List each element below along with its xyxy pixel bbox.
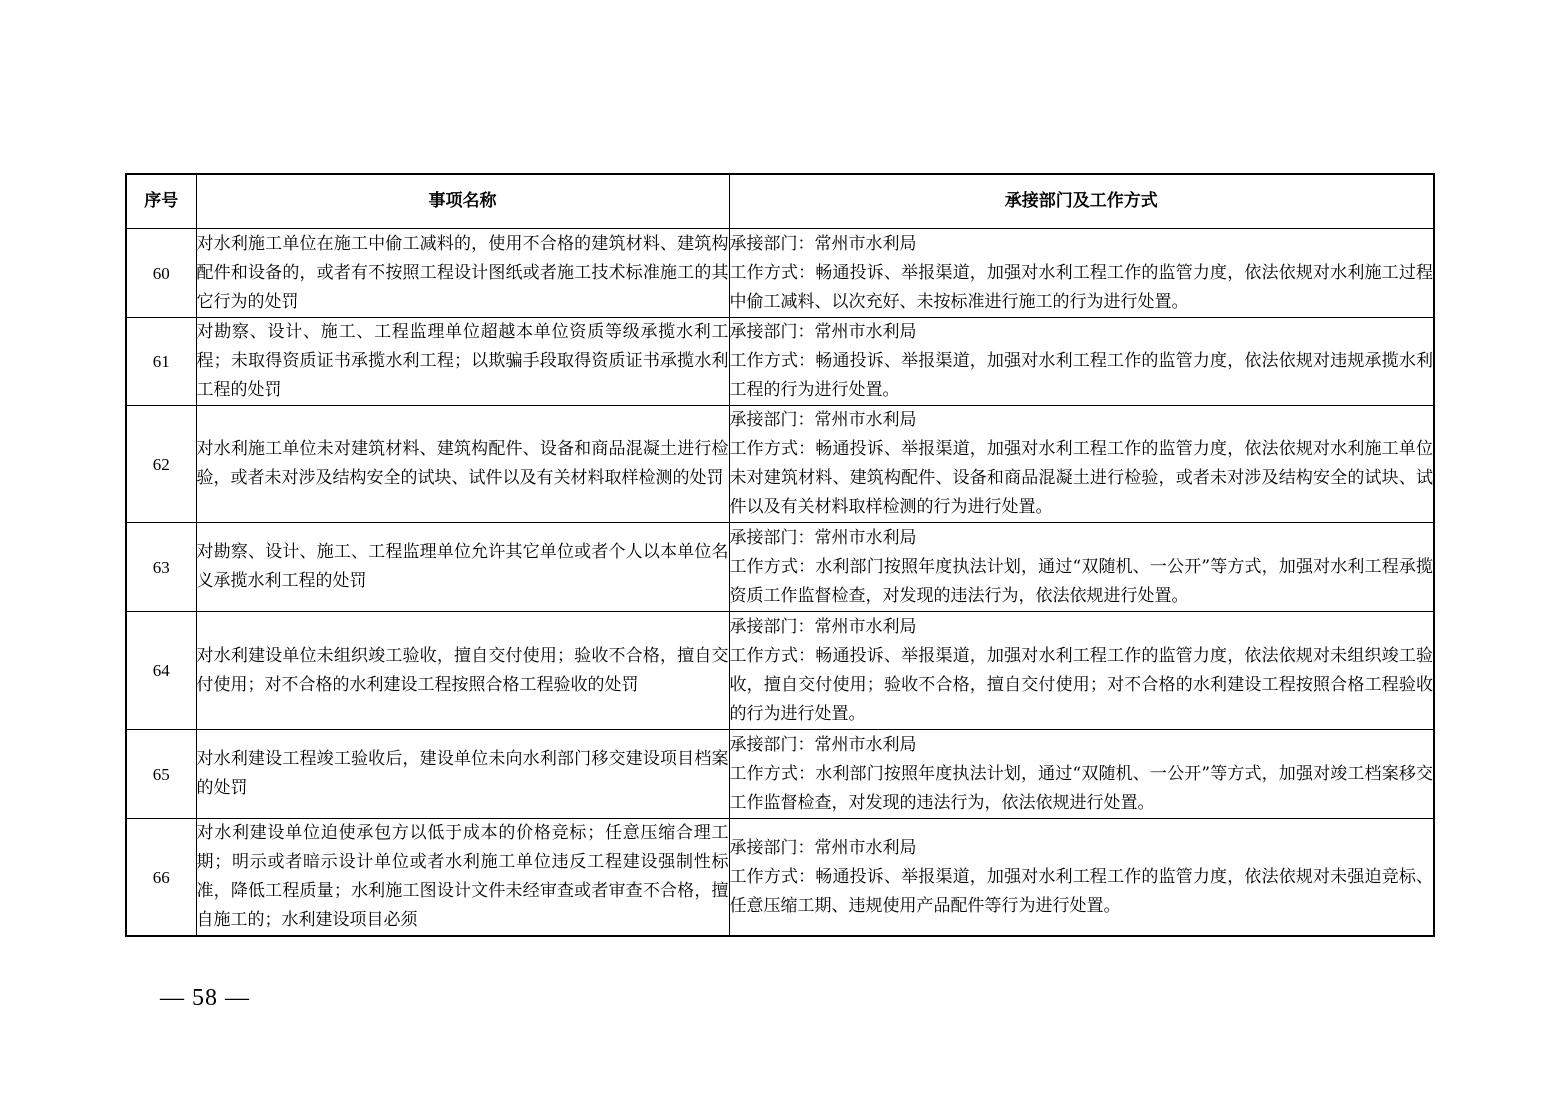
- row-method: 工作方式：畅通投诉、举报渠道，加强对水利工程工作的监管力度，依法依规对未组织竣工验收，擅自交付使用；验收不合格，擅自交付使用；对不合格的水利建设工程按照合格工程验收的行为进行处置。: [729, 645, 1433, 724]
- row-method: 工作方式：畅通投诉、举报渠道，加强对水利工程工作的监管力度，依法依规对水利施工单位未对建筑材料、建筑构配件、设备和商品混凝土进行检验，或者未对涉及结构安全的试块、试件以及有关材料取样检测的行为进行处置。: [729, 439, 1433, 517]
- row-department: 承接部门：常州市水利局: [729, 527, 917, 548]
- row-number: 62: [126, 406, 196, 523]
- table-row: [126, 229, 1434, 318]
- row-item-name: 对勘察、设计、施工、工程监理单位允许其它单位或者个人以本单位名义承揽水利工程的处罚: [196, 523, 729, 612]
- row-department: 承接部门：常州市水利局: [729, 322, 917, 342]
- row-method: 工作方式：水利部门按照年度执法计划，通过“双随机、一公开”等方式，加强对水利工程承揽资质工作监督检查，对发现的违法行为，依法依规进行处置。: [729, 556, 1433, 606]
- row-department-method: [729, 819, 1434, 937]
- items-table: [125, 173, 1435, 937]
- row-number: 65: [126, 730, 196, 819]
- row-number: 61: [126, 318, 196, 406]
- row-number: 60: [126, 229, 196, 318]
- row-department: 承接部门：常州市水利局: [729, 734, 917, 755]
- table-row: [126, 730, 1434, 819]
- row-item-name: 对水利施工单位未对建筑材料、建筑构配件、设备和商品混凝土进行检验，或者未对涉及结构安全的试块、试件以及有关材料取样检测的处罚: [196, 406, 729, 523]
- header-department-method: 承接部门及工作方式: [729, 174, 1434, 229]
- row-item-name: 对水利建设工程竣工验收后，建设单位未向水利部门移交建设项目档案的处罚: [196, 730, 729, 819]
- row-department-method: [729, 730, 1434, 819]
- row-number: 63: [126, 523, 196, 612]
- header-serial: 序号: [126, 174, 196, 229]
- row-method: 工作方式：畅通投诉、举报渠道，加强对水利工程工作的监管力度，依法依规对水利施工过程中偷工减料、以次充好、未按标准进行施工的行为进行处置。: [729, 262, 1433, 312]
- row-department-method: [729, 612, 1434, 730]
- row-department: 承接部门：常州市水利局: [729, 616, 917, 637]
- table-row: [126, 318, 1434, 406]
- row-method: 工作方式：畅通投诉、举报渠道，加强对水利工程工作的监管力度，依法依规对未强迫竞标、任意压缩工期、违规使用产品配件等行为进行处置。: [729, 866, 1433, 916]
- row-method: 工作方式：畅通投诉、举报渠道，加强对水利工程工作的监管力度，依法依规对违规承揽水利工程的行为进行处置。: [729, 351, 1433, 400]
- row-department: 承接部门：常州市水利局: [729, 837, 917, 858]
- row-item-name: 对勘察、设计、施工、工程监理单位超越本单位资质等级承揽水利工程；未取得资质证书承揽水利工程；以欺骗手段取得资质证书承揽水利工程的处罚: [196, 318, 729, 406]
- row-number: 66: [126, 819, 196, 937]
- row-item-name: 对水利建设单位未组织竣工验收，擅自交付使用；验收不合格，擅自交付使用；对不合格的水利建设工程按照合格工程验收的处罚: [196, 612, 729, 730]
- row-method: 工作方式：水利部门按照年度执法计划，通过“双随机、一公开”等方式，加强对竣工档案移交工作监督检查，对发现的违法行为，依法依规进行处置。: [729, 763, 1433, 813]
- row-department: 承接部门：常州市水利局: [729, 410, 917, 430]
- row-item-name: 对水利施工单位在施工中偷工减料的，使用不合格的建筑材料、建筑构配件和设备的，或者有不按照工程设计图纸或者施工技术标准施工的其它行为的处罚: [196, 229, 729, 318]
- row-number: 64: [126, 612, 196, 730]
- row-department-method: [729, 229, 1434, 318]
- header-item-name: 事项名称: [196, 174, 729, 229]
- table-row: [126, 612, 1434, 730]
- page-number: — 58 —: [160, 985, 250, 1011]
- row-department: 承接部门：常州市水利局: [729, 233, 917, 254]
- row-department-method: [729, 523, 1434, 612]
- row-item-name: 对水利建设单位迫使承包方以低于成本的价格竞标；任意压缩合理工期；明示或者暗示设计单位或者水利施工单位违反工程建设强制性标准，降低工程质量；水利施工图设计文件未经审查或者审查不合格，擅自施工的；水利建设项目必须: [196, 819, 729, 937]
- table-header-row: [126, 174, 1434, 229]
- row-department-method: [729, 318, 1434, 406]
- table-row: [126, 406, 1434, 523]
- table-row: [126, 523, 1434, 612]
- row-department-method: [729, 406, 1434, 523]
- table-row: [126, 819, 1434, 937]
